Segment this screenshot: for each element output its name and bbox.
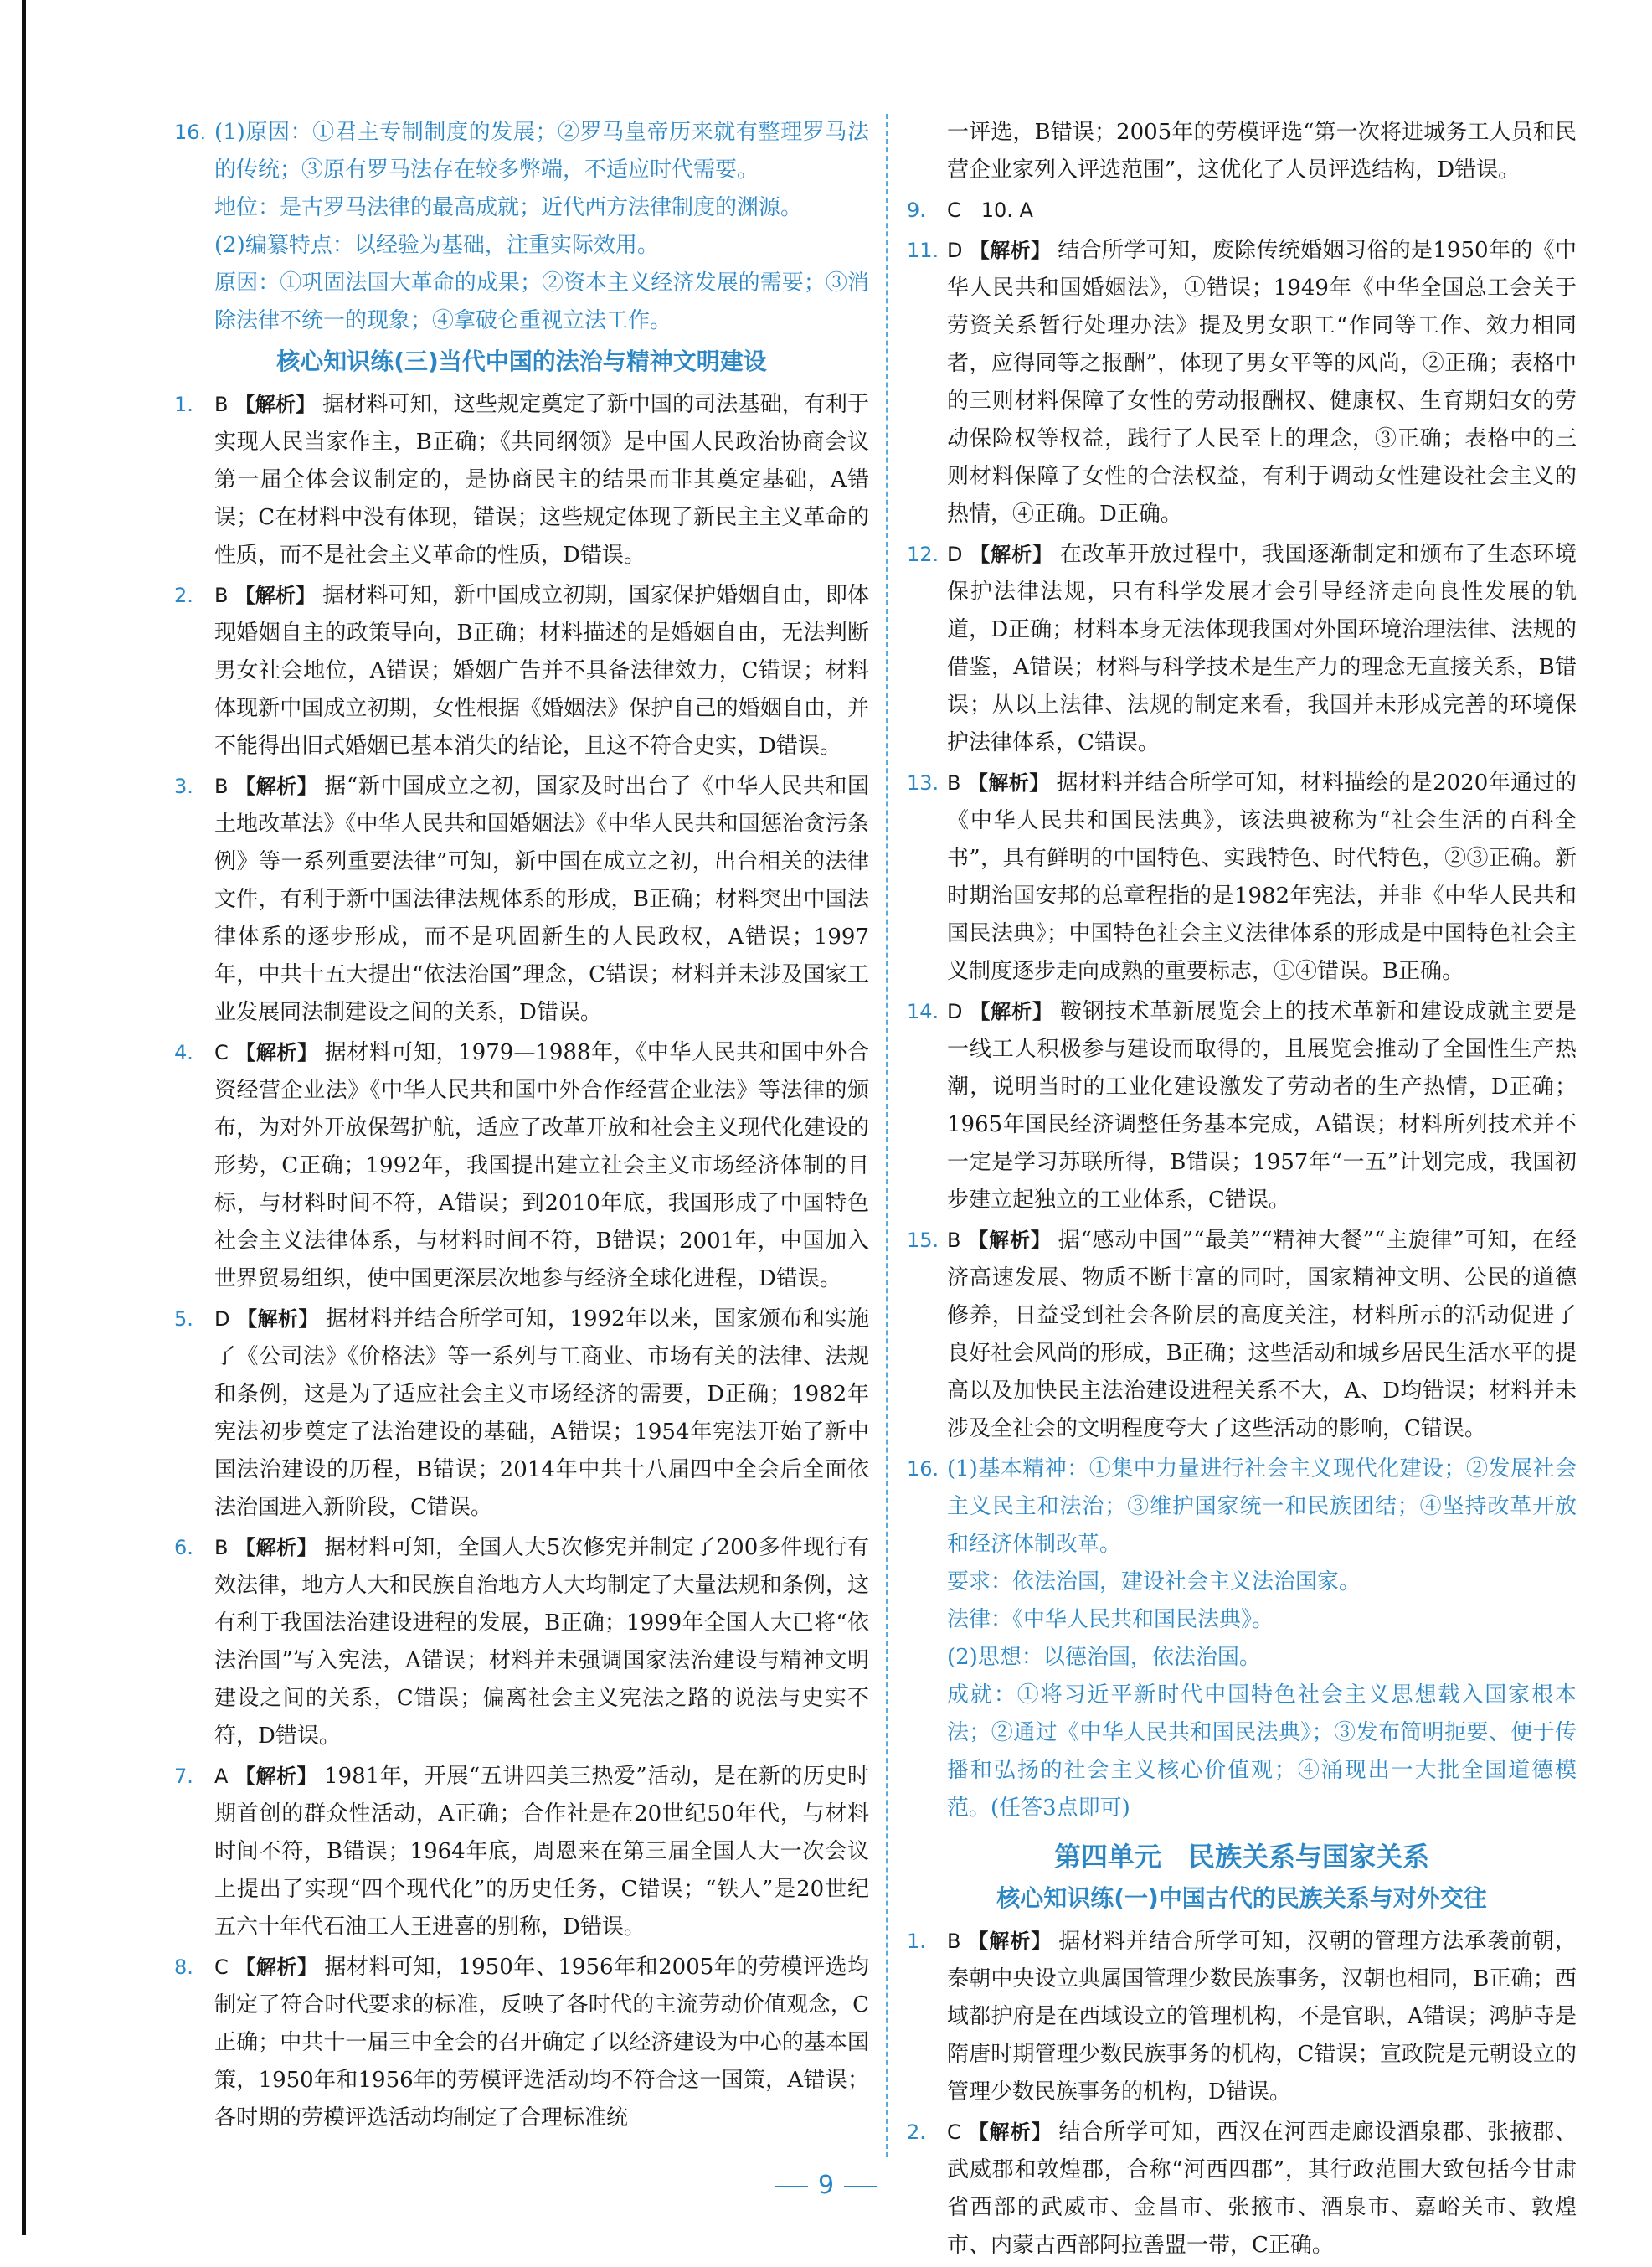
analysis-text: 1981年，开展“五讲四美三热爱”活动，是在新的历史时期首创的群众性活动，A正确；合作社是在20世纪50年代，与材料时间不符，B错误；1964年底，周恩来在第三届全国人大一次会议上提出了实现“四个现代化”的历史任务，C错误；“铁人”是20世纪五六十年代石油工人王进喜的别称，D错误。 <box>214 1764 869 1940</box>
analysis-text: 据材料并结合所学可知，材料描绘的是2020年通过的《中华人民共和国民法典》，该法典被称为“社会生活的百科全书”，具有鲜明的中国特色、实践特色、时代特色，②③正确。新时期治国安邦的总章程指的是1982年宪法，并非《中华人民共和国民法典》；中国特色社会主义法律体系的形成是中国特色社会主义制度逐步走向成熟的重要标志，①④错误。B正确。 <box>947 770 1577 984</box>
item-number: 12. <box>907 543 939 566</box>
answer-letter: C <box>214 1955 229 1979</box>
section-title: 核心知识练(一)中国古代的民族关系与对外交往 <box>996 1884 1487 1912</box>
answer-letter: B <box>947 1930 961 1953</box>
answer-item-16 <box>907 1450 1577 1827</box>
answer-item <box>174 1758 869 1946</box>
answer-reason: (1)原因：①君主专制制度的发展；②罗马皇帝历来就有整理罗马法的传统；③原有罗马法存在较多弊端，不适应时代需要。 <box>214 120 869 183</box>
answer-law: 法律：《中华人民共和国民法典》。 <box>947 1607 1274 1632</box>
answer-item <box>907 1222 1577 1448</box>
section-title: 核心知识练(三)当代中国的法治与精神文明建设 <box>276 348 767 375</box>
answer-status: 地位：是古罗马法律的最高成就；近代西方法律制度的渊源。 <box>214 195 803 220</box>
page-dash <box>844 2186 877 2187</box>
item-number: 11. <box>907 239 939 262</box>
analysis-text: 在改革开放过程中，我国逐渐制定和颁布了生态环境保护法律法规，只有科学发展才会引导经济走向良性发展的轨道，D正确；材料本身无法体现我国对外国环境治理法律、法规的借鉴，A错误；材料与科学技术是生产力的理念无直接关系，B错误；从以上法律、法规的制定来看，我国并未形成完善的环境保护法律体系，C错误。 <box>947 542 1577 755</box>
answer-item-9-10 <box>907 192 1577 229</box>
page-number-value: 9 <box>817 2171 835 2200</box>
page-number <box>0 2171 1652 2200</box>
column-divider <box>886 114 888 2157</box>
answer-continuation: 一评选，B错误；2005年的劳模评选“第一次将进城务工人员和民营企业家列入评选范围”，这优化了人员评选结构，D错误。 <box>947 120 1577 183</box>
answer-item <box>174 386 869 574</box>
answer-item <box>907 232 1577 533</box>
analysis-tag: 【解析】 <box>236 1307 319 1331</box>
answer-letter: B <box>214 584 229 607</box>
analysis-text: 据材料并结合所学可知，1992年以来，国家颁布和实施了《公司法》《价格法》等一系列与工商业、市场有关的法律、法规和条例，这是为了适应社会主义市场经济的需要，D正确；1982年宪法初步奠定了法治建设的基础，A错误；1954年宪法开始了新中国法治建设的历程，B错误；2014年中共十八届四中全会后全面依法治国进入新阶段，C错误。 <box>214 1306 870 1520</box>
answer-letter: D <box>947 239 963 262</box>
right-column <box>907 114 1577 2267</box>
item-number: 4. <box>174 1041 193 1064</box>
answer-letter: B <box>947 771 961 795</box>
answer-requirement: 要求：依法治国，建设社会主义法治国家。 <box>947 1569 1361 1595</box>
scan-edge-line <box>22 0 26 2235</box>
analysis-tag: 【解析】 <box>234 1041 318 1064</box>
analysis-text: 据“新中国成立之初，国家及时出台了《中华人民共和国土地改革法》《中华人民共和国婚姻法》《中华人民共和国惩治贪污条例》等一系列重要法律”可知，新中国在成立之初，出台相关的法律文件，有利于新中国法律法规体系的形成，B正确；材料突出中国法律体系的逐步形成，而不是巩固新生的人民政权，A错误；1997年，中共十五大提出“依法治国”理念，C错误；材料并未涉及国家工业发展同法制建设之间的关系，D错误。 <box>214 774 870 1025</box>
answer-spirit: (1)基本精神：①集中力量进行社会主义现代化建设；②发展社会主义民主和法治；③维护国家统一和民族团结；④坚持改革开放和经济体制改革。 <box>947 1456 1577 1557</box>
answer-item <box>907 536 1577 762</box>
answer-item <box>174 1529 869 1755</box>
analysis-tag: 【解析】 <box>969 239 1052 262</box>
analysis-tag: 【解析】 <box>234 393 317 416</box>
analysis-text: 据材料可知，1950年、1956年和2005年的劳模评选均制定了符合时代要求的标准，反映了各时代的主流劳动价值观念，C正确；中共十一届三中全会的召开确定了以经济建设为中心的基本国策，1950年和1956年的劳模评选活动均不符合这一国策，A错误；各时期的劳模评选活动均制定了合理标准统 <box>214 1955 869 2130</box>
answer-achievement: 成就：①将习近平新时代中国特色社会主义思想载入国家根本法；②通过《中华人民共和国民法典》；③发布简明扼要、便于传播和弘扬的社会主义核心价值观；④涌现出一大批全国道德模范。(任答3点即可) <box>947 1682 1577 1821</box>
item-number: 2. <box>907 2120 926 2144</box>
analysis-text: 鞍钢技术革新展览会上的技术革新和建设成就主要是一线工人积极参与建设而取得的，且展览会推动了全国性生产热潮，说明当时的工业化建设激发了劳动者的生产热情，D正确；1965年国民经济调整任务基本完成，A错误；材料所列技术并不一定是学习苏联所得，B错误；1957年“一五”计划完成，我国初步建立起独立的工业体系，C错误。 <box>947 999 1577 1213</box>
analysis-tag: 【解析】 <box>234 775 318 798</box>
answer-item <box>174 1301 869 1527</box>
item-number: 7. <box>174 1765 193 1788</box>
answer-item <box>174 577 869 765</box>
analysis-tag: 【解析】 <box>969 1000 1053 1023</box>
answer-letter: A <box>214 1765 229 1788</box>
analysis-tag: 【解析】 <box>234 584 317 607</box>
answer-reason-2: 原因：①巩固法国大革命的成果；②资本主义经济发展的需要；③消除法律不统一的现象；④拿破仑重视立法工作。 <box>214 270 869 333</box>
answer-letter: B <box>214 775 229 798</box>
analysis-tag: 【解析】 <box>967 1930 1052 1953</box>
answer-thought: (2)思想：以德治国，依法治国。 <box>947 1645 1261 1670</box>
answer-feature: (2)编纂特点：以经验为基础，注重实际效用。 <box>214 233 659 258</box>
item-number: 15. <box>907 1229 939 1252</box>
unit-title: 第四单元 民族关系与国家关系 <box>1053 1841 1429 1873</box>
analysis-text: 据材料可知，1979—1988年，《中华人民共和国中外合资经营企业法》《中华人民共和国中外合作经营企业法》等法律的颁布，为对外开放保驾护航，适应了改革开放和社会主义现代化建设的形势，C正确；1992年，我国提出建立社会主义市场经济体制的目标，与材料时间不符，A错误；到2010年底，我国形成了中国特色社会主义法律体系，与材料时间不符，B错误；2001年，中国加入世界贸易组织，使中国更深层次地参与经济全球化进程，D错误。 <box>214 1040 870 1291</box>
answer-letter: D <box>947 543 963 566</box>
item-number: 14. <box>907 1000 939 1023</box>
item-number: 16. <box>174 121 207 144</box>
analysis-tag: 【解析】 <box>234 1765 318 1788</box>
analysis-text: 据材料可知，全国人大5次修宪并制定了200多件现行有效法律，地方人大和民族自治地方人大均制定了大量法规和条例，这有利于我国法治建设进程的发展，B正确；1999年全国人大已将“依法治国”写入宪法，A错误；材料并未强调国家法治建设与精神文明建设之间的关系，C错误；偏离社会主义宪法之路的说法与史实不符，D错误。 <box>214 1535 870 1749</box>
answer-letter: D <box>214 1307 230 1331</box>
answer-item <box>907 993 1577 1219</box>
item-number: 13. <box>907 771 939 795</box>
answer-letter: D <box>947 1000 963 1023</box>
answer-letter: B <box>947 1229 961 1252</box>
analysis-tag: 【解析】 <box>967 2120 1052 2144</box>
answer-item <box>907 765 1577 991</box>
analysis-tag: 【解析】 <box>969 543 1053 566</box>
item-number: 8. <box>174 1955 193 1979</box>
analysis-text: 结合所学可知，废除传统婚姻习俗的是1950年的《中华人民共和国婚姻法》，①错误；1949年《中华全国总工会关于劳资关系暂行处理办法》提及男女职工“作同等工作、效力相同者，应得同等之报酬”，体现了男女平等的风尚，②正确；表格中的三则材料保障了女性的劳动报酬权、健康权、生育期妇女的劳动保险权等权益，践行了人民至上的理念，③正确；表格中的三则材料保障了女性的合法权益，有利于调动女性建设社会主义的热情，④正确。D正确。 <box>947 238 1577 527</box>
item-number: 2. <box>174 584 193 607</box>
answer-letter: C 10. A <box>947 198 1033 222</box>
analysis-text: 结合所学可知，西汉在河西走廊设酒泉郡、张掖郡、武威郡和敦煌郡，合称“河西四郡”，其行政范围大致包括今甘肃省西部的武威市、金昌市、张掖市、酒泉市、嘉峪关市、敦煌市、内蒙古西部阿拉善盟一带，C正确。 <box>947 2120 1577 2258</box>
analysis-tag: 【解析】 <box>234 1955 318 1979</box>
item-number: 6. <box>174 1536 193 1559</box>
item-number: 1. <box>907 1930 926 1953</box>
answer-letter: C <box>947 2120 961 2144</box>
answer-item <box>907 1923 1577 2111</box>
item-number: 1. <box>174 393 193 416</box>
analysis-tag: 【解析】 <box>967 1229 1052 1252</box>
item-number: 5. <box>174 1307 193 1331</box>
analysis-tag: 【解析】 <box>234 1536 318 1559</box>
answer-item <box>174 768 869 1032</box>
item-number: 3. <box>174 775 193 798</box>
answer-item <box>174 1034 869 1298</box>
answer-letter: C <box>214 1041 229 1064</box>
page-dash <box>775 2186 808 2187</box>
left-column <box>174 114 869 2140</box>
answer-letter: B <box>214 1536 229 1559</box>
item-number: 9. <box>907 198 926 222</box>
answer-item <box>174 1949 869 2137</box>
answer-item-16-prev <box>174 114 869 340</box>
analysis-text: 据材料可知，这些规定奠定了新中国的司法基础，有利于实现人民当家作主，B正确；《共同纲领》是中国人民政治协商会议第一届全体会议制定的，是协商民主的结果而非其奠定基础，A错误；C在材料中没有体现，错误；这些规定体现了新民主主义革命的性质，而不是社会主义革命的性质，D错误。 <box>214 392 869 568</box>
analysis-text: 据材料可知，新中国成立初期，国家保护婚姻自由，即体现婚姻自主的政策导向，B正确；材料描述的是婚姻自由，无法判断男女社会地位，A错误；婚姻广告并不具备法律效力，C错误；材料体现新中国成立初期，女性根据《婚姻法》保护自己的婚姻自由，并不能得出旧式婚姻已基本消失的结论，且这不符合史实，D错误。 <box>214 583 869 759</box>
analysis-tag: 【解析】 <box>967 771 1050 795</box>
analysis-text: 据材料并结合所学可知，汉朝的管理方法承袭前朝，秦朝中央设立典属国管理少数民族事务，汉朝也相同，B正确；西域都护府是在西域设立的管理机构，不是官职，A错误；鸿胪寺是隋唐时期管理少数民族事务的机构，C错误；宣政院是元朝设立的管理少数民族事务的机构，D错误。 <box>947 1929 1577 2105</box>
analysis-text: 据“感动中国”“最美”“精神大餐”“主旋律”可知，在经济高速发展、物质不断丰富的同时，国家精神文明、公民的道德修养，日益受到社会各阶层的高度关注，材料所示的活动促进了良好社会风尚的形成，B正确；这些活动和城乡居民生活水平的提高以及加快民主法治建设进程关系不大，A、D均错误；材料并未涉及全社会的文明程度夸大了这些活动的影响，C错误。 <box>947 1228 1577 1441</box>
answer-letter: B <box>214 393 229 416</box>
item-number: 16. <box>907 1457 939 1481</box>
